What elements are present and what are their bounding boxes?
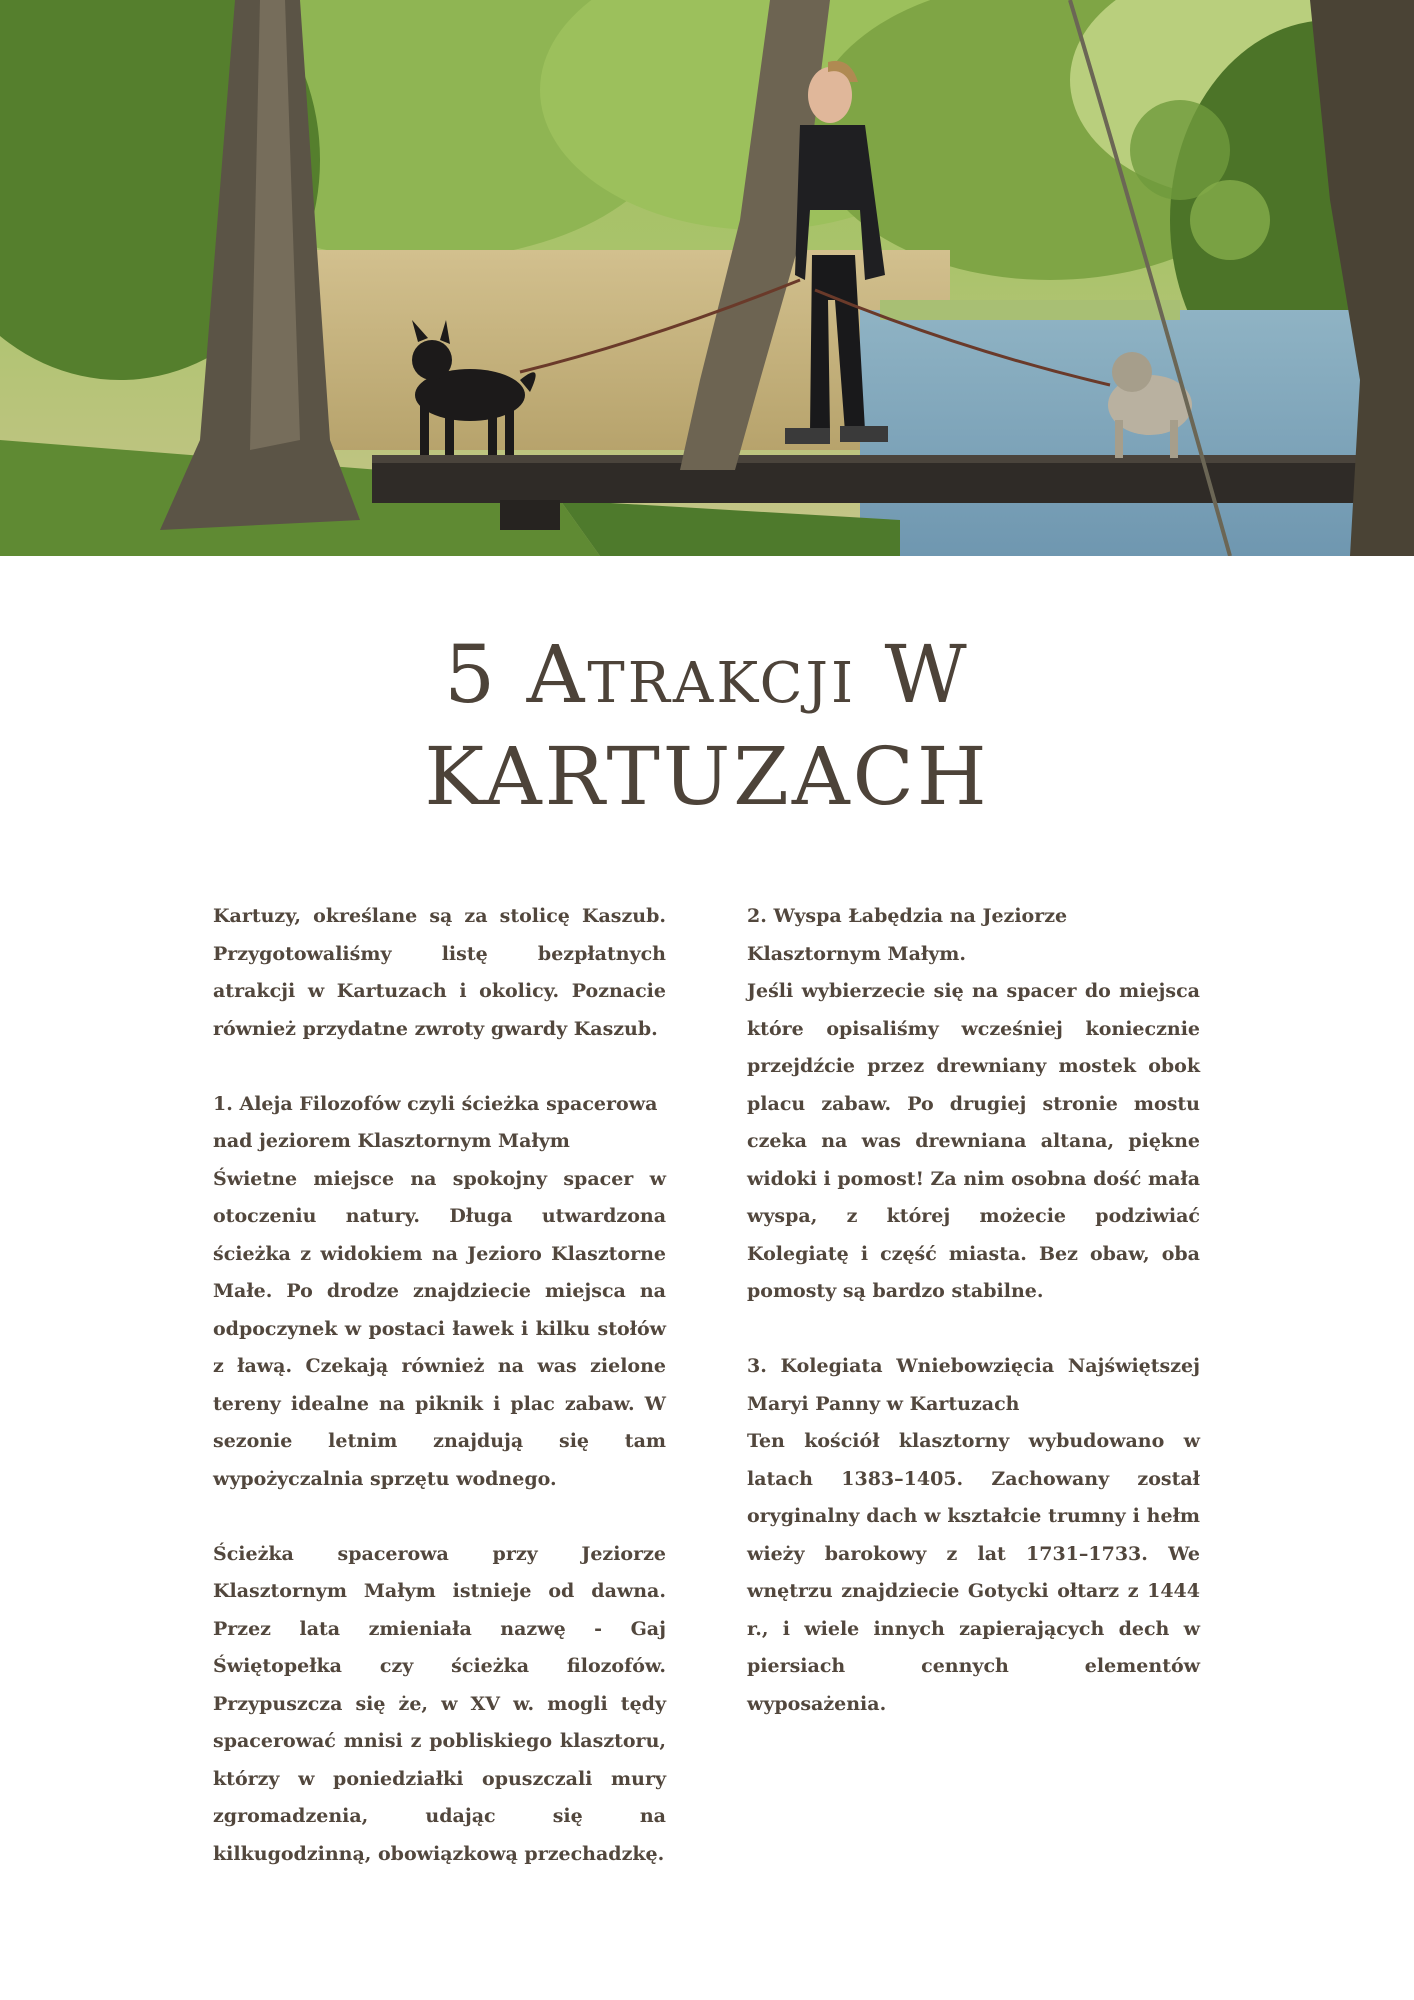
lakeside-boardwalk-photo-icon (0, 0, 1414, 556)
paragraph-gap (213, 1498, 666, 1536)
intro-paragraph: Kartuzy, określane są za stolicę Kaszub. Przygotowaliśmy listę bezpłatnych atrakcji w Kartuzach i okolicy. Poznacie również przydatne zwroty gwardy Kaszub. (213, 905, 666, 1040)
paragraph-gap (213, 1048, 666, 1086)
title-line-1: 5 Atrakcji W (444, 628, 970, 721)
item1-history: Ścieżka spacerowa przy Jeziorze Klasztornym Małym istnieje od dawna. Przez lata zmieniała nazwę - Gaj Świętopełka czy ścieżka filozofów. Przypuszcza się że, w XV w. mogli tędy spacerować mnisi z pobliskiego klasztoru, którzy w poniedziałki opuszczali mury zgromadzenia, udając się na kilkugodzinną, obowiązkową przechadzkę. (213, 1542, 666, 1865)
item2-text: Jeśli wybierzecie się na spacer do miejsca które opisaliśmy wcześniej koniecznie przejdźcie przez drewniany mostek obok placu zabaw. Po drugiej stronie mostu czeka na was drewniana altana, piękne widoki i pomost! Za nim osobna dość mała wyspa, z której możecie podziwiać Kolegiatę i część miasta. Bez obaw, oba pomosty są bardzo stabilne. (747, 980, 1201, 1302)
paragraph-gap (747, 1311, 1200, 1349)
title-line-2: KARTUZACH (424, 730, 990, 823)
item3-heading: 3. Kolegiata Wniebowzięcia Najświętszej Maryi Panny w Kartuzach (747, 1355, 1200, 1415)
right-column (747, 898, 1200, 1723)
item2-heading: 2. Wyspa Łabędzia na Jeziorze Klasztornym Małym. (747, 905, 1068, 965)
item1-heading: 1. Aleja Filozofów czyli ścieżka spacerowa nad jeziorem Klasztornym Małym (213, 1092, 658, 1152)
left-column (213, 898, 666, 1873)
item3-text: Ten kościół klasztorny wybudowano w latach 1383–1405. Zachowany został oryginalny dach w kształcie trumny i hełm wieży barokowy z lat 1731–1733. We wnętrzu znajdziecie Gotycki ołtarz z 1444 r., i wiele innych zapierających dech w piersiach cennych elementów wyposażenia. (747, 1430, 1200, 1715)
hero-photo (0, 0, 1414, 556)
item1-text: Świetne miejsce na spokojny spacer w otoczeniu natury. Długa utwardzona ścieżka z widokiem na Jezioro Klasztorne Małe. Po drodze znajdziecie miejsca na odpoczynek w postaci ławek i kilku stołów z ławą. Czekają również na was zielone tereny idealne na piknik i plac zabaw. W sezonie letnim znajdują się tam wypożyczalnia sprzętu wodnego. (213, 1167, 666, 1490)
page-title (0, 625, 1414, 827)
